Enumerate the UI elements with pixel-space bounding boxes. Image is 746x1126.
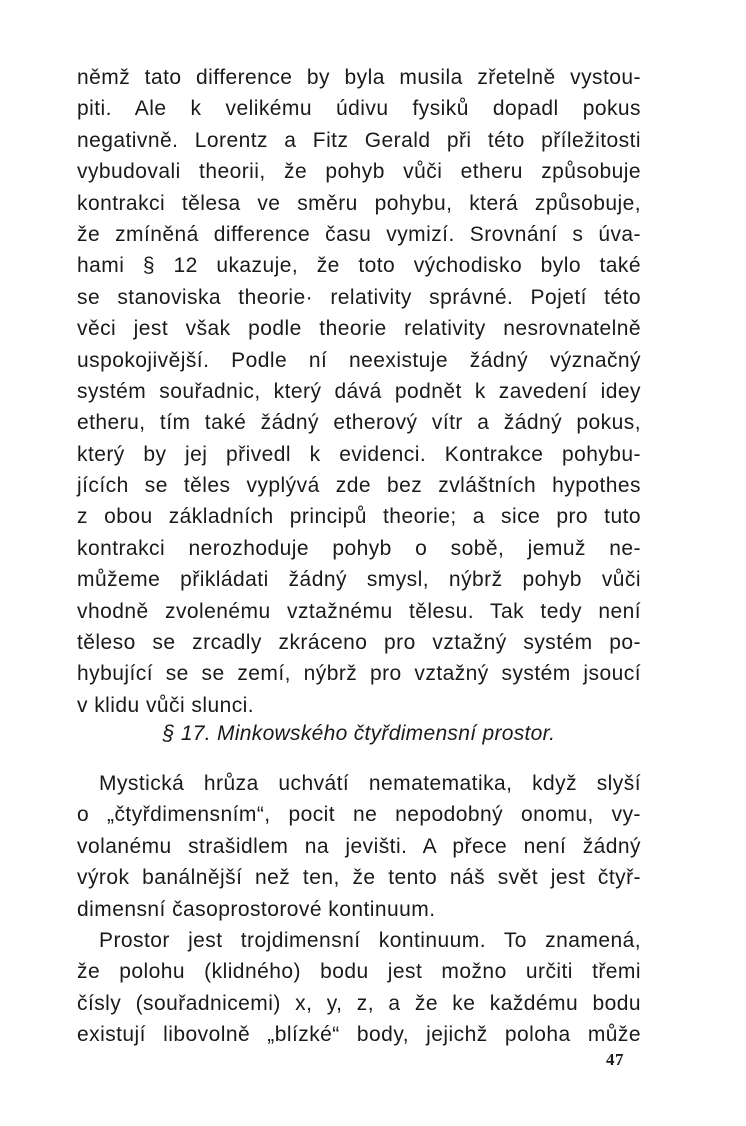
text-line: němž tato difference by byla musila zřetelně vystou- (77, 66, 641, 89)
text-line: volanému strašidlem na jevišti. A přece není žádný (77, 834, 641, 858)
text-line: z obou základních principů theorie; a sice pro tuto (77, 505, 641, 529)
text-line: čísly (souřadnicemi) x, y, z, a že ke každému bodu (77, 991, 641, 1015)
text-line: uspokojivější. Podle ní neexistuje žádný význačný (77, 348, 641, 372)
text-line: se stanoviska theorie· relativity správné. Pojetí této (77, 285, 641, 309)
section-heading: § 17. Minkowského čtyřdimensní prostor. (162, 722, 556, 745)
text-line: v klidu vůči slunci. (77, 693, 255, 717)
text-line: jících se těles vyplývá zde bez zvláštních hypothes (77, 474, 641, 498)
text-line: Mystická hrůza uchvátí nematematika, když slyší (99, 772, 641, 795)
text-line: věci jest však podle theorie relativity nesrovnatelně (77, 317, 641, 341)
text-line: kontrakci tělesa ve směru pohybu, která způsobuje, (77, 191, 641, 215)
text-line: vhodně zvolenému vztažnému tělesu. Tak tedy není (77, 599, 641, 623)
paragraph-2-3 (77, 768, 641, 1051)
paragraph-1 (77, 62, 641, 721)
text-line: negativně. Lorentz a Fitz Gerald při této příležitosti (77, 128, 641, 152)
text-line: Prostor jest trojdimensní kontinuum. To znamená, (99, 928, 641, 952)
text-line: těleso se zrcadly zkráceno pro vztažný systém po- (77, 631, 641, 655)
text-line: vybudovali theorii, že pohyb vůči etheru způsobuje (77, 160, 641, 184)
text-line: který by jej přivedl k evidenci. Kontrakce pohybu- (77, 442, 641, 466)
text-line: hybující se se zemí, nýbrž pro vztažný systém jsoucí (77, 662, 641, 686)
text-line: že zmíněná difference času vymizí. Srovnání s úva- (77, 222, 641, 246)
text-line: o „čtyřdimensním“, pocit ne nepodobný onomu, vy- (77, 803, 641, 827)
text-line: etheru, tím také žádný etherový vítr a žádný pokus, (77, 411, 641, 435)
text-line: hami § 12 ukazuje, že toto východisko bylo také (77, 254, 641, 278)
text-line: systém souřadnic, který dává podnět k zavedení idey (77, 379, 641, 403)
text-line: výrok banálnější než ten, že tento náš svět jest čtyř- (77, 866, 641, 890)
page-number: 47 (606, 1050, 624, 1069)
text-line: existují libovolně „blízké“ body, jejichž poloha může (77, 1023, 641, 1047)
text-line: kontrakci nerozhoduje pohyb o sobě, jemuž ne- (77, 536, 641, 560)
text-line: že polohu (klidného) bodu jest možno určiti třemi (77, 960, 641, 984)
text-line: piti. Ale k velikému údivu fysiků dopadl pokus (77, 97, 641, 121)
text-line: můžeme přikládati žádný smysl, nýbrž pohyb vůči (77, 568, 641, 592)
text-line: dimensní časoprostorové kontinuum. (77, 897, 436, 921)
